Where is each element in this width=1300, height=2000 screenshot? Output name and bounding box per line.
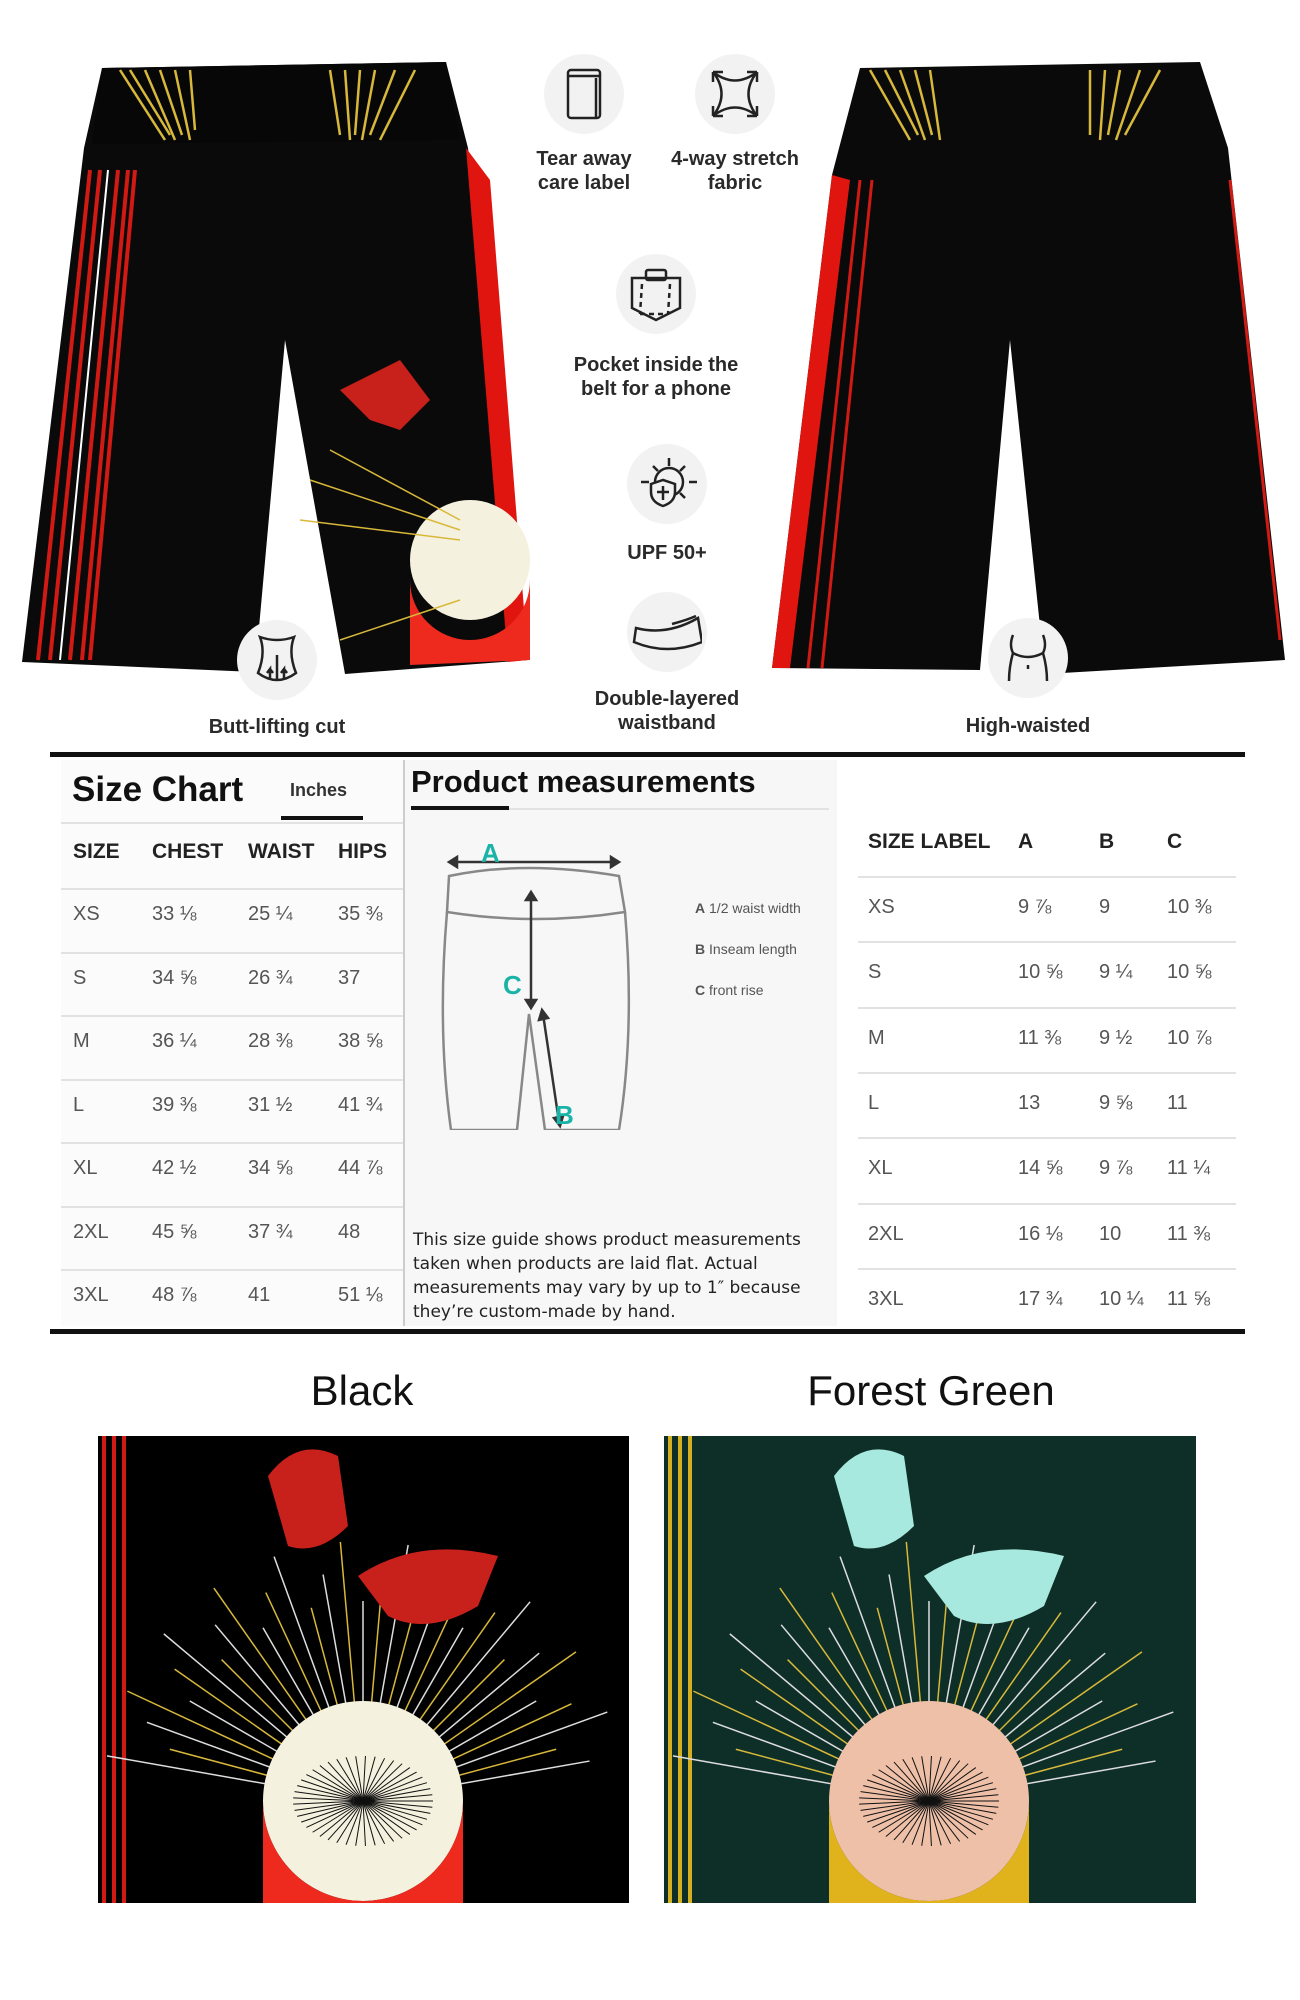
table-cell: 42 ½: [152, 1157, 197, 1179]
butt-lift-icon: [237, 620, 317, 700]
column-header: SIZE LABEL: [868, 830, 991, 853]
shorts-measurement-diagram: [425, 830, 655, 1130]
feature-label: 4-way stretch: [671, 148, 799, 170]
table-cell: 48 ⅞: [152, 1284, 197, 1306]
pocket-phone-icon: [616, 254, 696, 334]
row-divider: [61, 952, 403, 954]
unit-tab-inches[interactable]: Inches: [290, 780, 348, 800]
stretch-arrows-icon: [695, 54, 775, 134]
measurement-legend: [695, 888, 801, 1011]
color-swatch-black[interactable]: [98, 1436, 629, 1903]
table-cell: XS: [73, 903, 100, 925]
column-header: C: [1167, 830, 1183, 853]
row-divider: [858, 1137, 1236, 1139]
care-label-icon: [544, 54, 624, 134]
table-cell: XL: [868, 1157, 893, 1180]
feature-label: belt for a phone: [581, 378, 731, 400]
table-cell: 11 ⅜: [1018, 1026, 1061, 1049]
feature-label: Butt-lifting cut: [208, 716, 346, 738]
stripe: [678, 1436, 682, 1903]
column-header: A: [1018, 830, 1034, 853]
table-cell: 10 ¼: [1099, 1287, 1144, 1310]
table-cell: 9 ¼: [1099, 961, 1133, 984]
table-cell: 2XL: [868, 1222, 904, 1245]
measure-letter-a: A: [481, 838, 500, 868]
column-header: SIZE: [73, 840, 120, 863]
row-divider: [858, 1203, 1236, 1205]
table-cell: 11 ⅜: [1167, 1222, 1210, 1245]
product-measurements-panel: [405, 760, 837, 1326]
legend-key: A: [695, 900, 706, 916]
table-cell: 39 ⅜: [152, 1093, 197, 1116]
active-tab-underline: [281, 816, 363, 820]
size-chart-panel: [61, 760, 403, 1326]
table-cell: 33 ⅛: [152, 903, 197, 925]
table-cell: 34 ⅝: [248, 1157, 293, 1179]
table-cell: 10 ⅜: [1167, 896, 1212, 918]
product-measurements-title: Product measurements: [411, 764, 756, 799]
column-header: B: [1099, 830, 1115, 853]
column-header: WAIST: [248, 840, 315, 863]
high-waist-icon: [988, 618, 1068, 698]
table-cell: 10 ⅝: [1018, 961, 1063, 984]
measure-letter-b: B: [555, 1100, 574, 1130]
table-cell: 26 ¾: [248, 966, 293, 989]
stripe: [112, 1436, 116, 1903]
table-cell: 13: [1018, 1091, 1041, 1114]
feature-label: care label: [537, 172, 631, 194]
table-cell: 16 ⅛: [1018, 1222, 1063, 1245]
table-cell: 41 ¾: [338, 1093, 383, 1116]
table-cell: 44 ⅞: [338, 1157, 383, 1179]
table-cell: L: [73, 1093, 85, 1116]
table-cell: L: [868, 1091, 880, 1114]
row-divider: [61, 1015, 403, 1017]
divider: [509, 808, 829, 810]
table-cell: 3XL: [868, 1287, 904, 1310]
column-header: CHEST: [152, 840, 224, 863]
row-divider: [61, 1269, 403, 1271]
legend-text: 1/2 waist width: [709, 900, 801, 916]
row-divider: [61, 1206, 403, 1208]
table-cell: 14 ⅝: [1018, 1157, 1063, 1180]
table-cell: 45 ⅝: [152, 1220, 197, 1243]
table-cell: 25 ¼: [248, 903, 293, 925]
legend-text: front rise: [709, 982, 764, 998]
row-divider: [61, 1079, 403, 1081]
feature-label: Double-layered: [594, 688, 740, 710]
table-cell: 11: [1167, 1091, 1188, 1114]
table-cell: XL: [73, 1157, 98, 1179]
row-divider: [61, 1142, 403, 1144]
row-divider: [858, 1268, 1236, 1270]
table-cell: M: [868, 1026, 885, 1049]
table-cell: 28 ⅜: [248, 1030, 293, 1052]
table-cell: 9 ½: [1099, 1026, 1133, 1049]
stripe: [688, 1436, 692, 1903]
table-cell: 9 ⅞: [1018, 896, 1052, 918]
row-divider: [858, 1007, 1236, 1009]
table-cell: 3XL: [73, 1284, 109, 1306]
waistband-icon: [627, 592, 707, 672]
feature-label: High-waisted: [965, 715, 1091, 737]
measurement-note: This size guide shows product measurements taken when products are laid flat. Actual measurements may vary by up to 1″ because they’re custom-made by hand.: [413, 1230, 801, 1322]
table-cell: XS: [868, 896, 895, 918]
stripe: [122, 1436, 126, 1903]
title-underline: [411, 806, 509, 810]
table-cell: 31 ½: [248, 1093, 293, 1116]
legend-key: C: [695, 982, 706, 998]
table-cell: 17 ¾: [1018, 1287, 1063, 1310]
table-cell: 35 ⅜: [338, 903, 383, 925]
row-divider: [858, 1072, 1236, 1074]
table-cell: 10 ⅝: [1167, 961, 1212, 984]
table-cell: 36 ¼: [152, 1030, 197, 1052]
table-cell: 11 ⅝: [1167, 1287, 1210, 1310]
size-chart-title: Size Chart: [72, 770, 244, 809]
divider: [50, 752, 1245, 757]
table-cell: 11 ¼: [1167, 1157, 1210, 1180]
feature-label: Tear away: [536, 148, 632, 170]
table-cell: 9 ⅞: [1099, 1157, 1133, 1180]
table-cell: 48: [338, 1220, 361, 1243]
legend-text: Inseam length: [709, 941, 797, 957]
shorts-product-image-front: [760, 40, 1300, 680]
stripe: [102, 1436, 106, 1903]
shorts-product-image-back: [0, 40, 540, 680]
table-cell: 51 ⅛: [338, 1284, 383, 1306]
feature-label: Pocket inside the: [573, 354, 739, 376]
feature-label: UPF 50+: [627, 542, 707, 564]
row-divider: [858, 941, 1236, 943]
divider: [50, 1329, 1245, 1334]
table-cell: 37: [338, 966, 361, 989]
feature-label: fabric: [707, 172, 763, 194]
color-swatch-forest-green[interactable]: [664, 1436, 1196, 1903]
legend-key: B: [695, 941, 706, 957]
table-cell: 10 ⅞: [1167, 1026, 1212, 1049]
measurement-table-panel: [856, 760, 1236, 1326]
sun-shield-icon: [627, 444, 707, 524]
table-cell: 9: [1099, 896, 1111, 918]
color-label-black: Black: [310, 1367, 414, 1414]
table-cell: M: [73, 1030, 90, 1052]
table-cell: 41: [248, 1284, 271, 1306]
table-cell: S: [868, 961, 882, 984]
row-divider: [858, 876, 1236, 878]
row-divider: [61, 888, 403, 890]
table-cell: 10: [1099, 1222, 1122, 1245]
feature-label: waistband: [618, 712, 716, 734]
table-cell: S: [73, 966, 87, 989]
table-cell: 37 ¾: [248, 1220, 293, 1243]
color-label-forest-green: Forest Green: [807, 1367, 1055, 1414]
table-cell: 34 ⅝: [152, 966, 197, 989]
stripe: [668, 1436, 672, 1903]
divider: [61, 822, 403, 824]
table-cell: 2XL: [73, 1220, 109, 1243]
table-cell: 9 ⅝: [1099, 1091, 1133, 1114]
table-cell: 38 ⅝: [338, 1030, 383, 1052]
measure-letter-c: C: [503, 970, 522, 1000]
column-header: HIPS: [338, 840, 388, 863]
